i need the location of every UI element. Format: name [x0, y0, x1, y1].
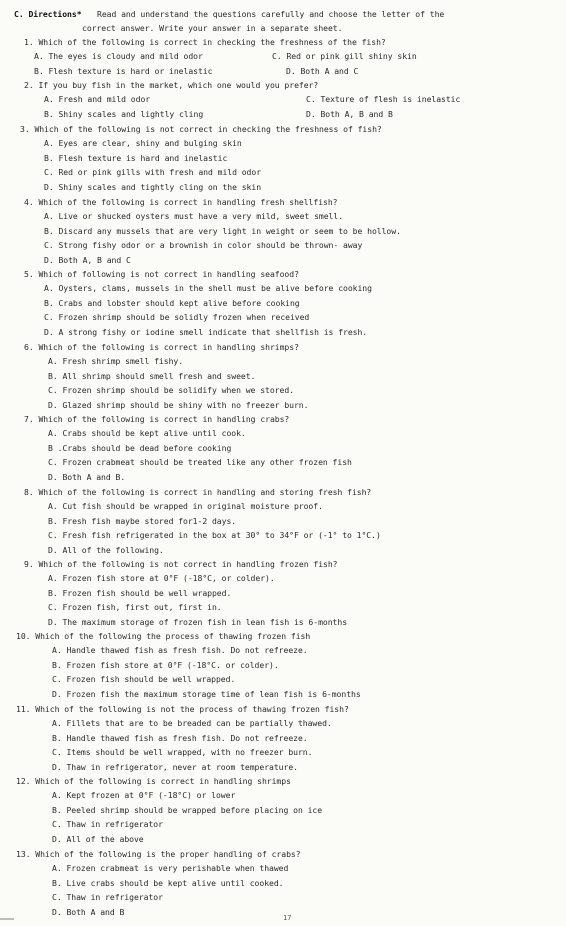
answer-choice: B. Discard any mussels that are very light in weight or seem to be hollow.	[44, 225, 401, 236]
question-stem: 7. Which of the following is correct in handling crabs?	[24, 414, 290, 424]
question-stem: 4. Which of the following is correct in handling fresh shellfish?	[24, 197, 338, 207]
answer-choice: C. Frozen crabmeat should be treated like any other frozen fish	[48, 457, 352, 468]
page-number: 17	[283, 914, 292, 922]
question-stem: 1. Which of the following is correct in checking the freshness of the fish?	[24, 37, 386, 47]
answer-choice: C. Fresh fish refrigerated in the box at 30° to 34°F or (-1° to 1°C.)	[48, 530, 381, 541]
question-stem: 10. Which of the following the process of thawing frozen fish	[16, 631, 311, 641]
answer-choice: C. Frozen fish, first out, first in.	[48, 602, 222, 613]
answer-choice: D. The maximum storage of frozen fish in lean fish is 6-months	[48, 616, 348, 627]
answer-choice: C. Frozen shrimp should be solidly frozen when received	[44, 312, 310, 323]
answer-choice: C. Thaw in refrigerator	[52, 819, 163, 830]
answer-choice: C. Frozen fish should be well wrapped.	[52, 674, 236, 685]
question-stem: 9. Which of the following is not correct in handling frozen fish?	[24, 559, 338, 569]
answer-choice: D. All of the following.	[48, 544, 164, 555]
question-stem: 12. Which of the following is correct in handling shrimps	[16, 776, 291, 786]
answer-choice: D. Both A and B	[52, 906, 125, 917]
page-corner-mark	[0, 918, 14, 920]
directions-heading: C. Directions*	[14, 9, 82, 19]
answer-choice: C. Red or pink gill shiny skin	[272, 51, 417, 62]
answer-choice: B. Live crabs should be kept alive until cooked.	[52, 877, 284, 888]
directions-text-line2: correct answer. Write your answer in a separate sheet.	[82, 23, 343, 33]
answer-choice: D. Glazed shrimp should be shiny with no freezer burn.	[48, 399, 309, 410]
answer-choice: B. Frozen fish should be well wrapped.	[48, 587, 232, 598]
question-stem: 5. Which of following is not correct in handling seafood?	[24, 269, 299, 279]
question-stem: 6. Which of the following is correct in handling shrimps?	[24, 342, 299, 352]
answer-choice: B. All shrimp should smell fresh and sweet.	[48, 370, 256, 381]
answer-choice: B .Crabs should be dead before cooking	[48, 442, 232, 453]
answer-choice: A. Handle thawed fish as fresh fish. Do not refreeze.	[52, 645, 308, 656]
question-stem: 11. Which of the following is not the process of thawing frozen fish?	[16, 704, 349, 714]
answer-choice: A. Fresh shrimp smell fishy.	[48, 356, 184, 367]
answer-choice: B. Handle thawed fish as fresh fish. Do not refreeze.	[52, 732, 308, 743]
answer-choice: A. Frozen fish store at 0°F (-18°C, or colder).	[48, 573, 275, 584]
answer-choice: D. Both A, B and C	[44, 254, 131, 265]
answer-choice: D. A strong fishy or iodine smell indicate that shellfish is fresh.	[44, 326, 368, 337]
answer-choice: B. Peeled shrimp should be wrapped before placing on ice	[52, 804, 323, 815]
directions-text: Read and understand the questions carefully and choose the letter of the	[97, 9, 445, 19]
answer-choice: D. Thaw in refrigerator, never at room temperature.	[52, 761, 298, 772]
answer-choice: C. Red or pink gills with fresh and mild odor	[44, 167, 262, 178]
answer-choice: A. Kept frozen at 0°F (-18°C) or lower	[52, 790, 236, 801]
answer-choice: C. Items should be well wrapped, with no freezer burn.	[52, 747, 313, 758]
answer-choice: B. Frozen fish store at 0°F (-18°C. or colder).	[52, 659, 279, 670]
answer-choice: C. Strong fishy odor or a brownish in color should be thrown- away	[44, 240, 363, 251]
answer-choice: D. Shiny scales and tightly cling on the skin	[44, 181, 262, 192]
answer-choice: C. Frozen shrimp should be solidify when we stored.	[48, 385, 294, 396]
answer-choice: A. The eyes is cloudy and mild odor	[34, 51, 203, 62]
answer-choice: B. Flesh texture is hard and inelastic	[44, 152, 228, 163]
answer-choice: B. Shiny scales and lightly cling	[44, 108, 204, 119]
answer-choice: A. Oysters, clams, mussels in the shell must be alive before cooking	[44, 283, 372, 294]
answer-choice: B. Flesh texture is hard or inelastic	[34, 65, 213, 76]
answer-choice: D. All of the above	[52, 833, 144, 844]
answer-choice: D. Both A and C	[286, 65, 359, 76]
question-stem: 3. Which of the following is not correct in checking the freshness of fish?	[20, 124, 382, 134]
answer-choice: B. Fresh fish maybe stored for1-2 days.	[48, 515, 237, 526]
question-stem: 8. Which of the following is correct in handling and storing fresh fish?	[24, 487, 372, 497]
answer-choice: A. Frozen crabmeat is very perishable when thawed	[52, 863, 289, 874]
answer-choice: D. Frozen fish the maximum storage time of lean fish is 6-months	[52, 688, 361, 699]
answer-choice: C. Texture of flesh is inelastic	[306, 94, 461, 105]
answer-choice: A. Fresh and mild odor	[44, 94, 151, 105]
answer-choice: C. Thaw in refrigerator	[52, 892, 163, 903]
answer-choice: A. Eyes are clear, shiny and bulging skin	[44, 138, 242, 149]
answer-choice: D. Both A and B.	[48, 471, 126, 482]
answer-choice: D. Both A, B and B	[306, 108, 393, 119]
answer-choice: A. Fillets that are to be breaded can be partially thawed.	[52, 718, 332, 729]
question-stem: 13. Which of the following is the proper handling of crabs?	[16, 849, 301, 859]
answer-choice: B. Crabs and lobster should kept alive before cooking	[44, 297, 300, 308]
answer-choice: A. Crabs should be kept alive until cook.	[48, 428, 246, 439]
answer-choice: A. Live or shucked oysters must have a very mild, sweet smell.	[44, 211, 344, 222]
question-stem: 2. If you buy fish in the market, which one would you prefer?	[24, 80, 319, 90]
answer-choice: A. Cut fish should be wrapped in original moisture proof.	[48, 501, 323, 512]
